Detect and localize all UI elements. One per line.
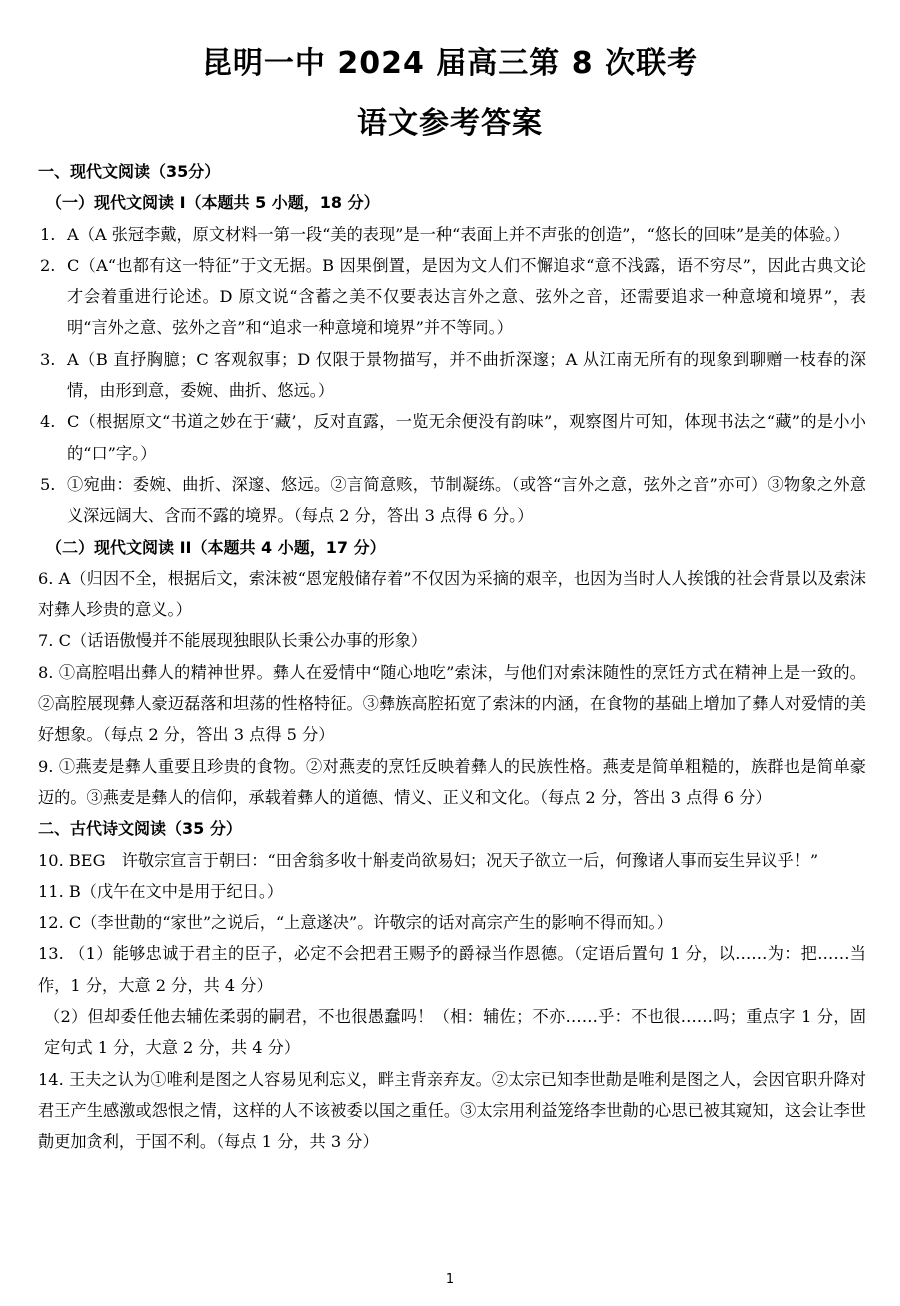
answer-item <box>38 344 866 407</box>
section-heading-modern-reading: 一、现代文阅读（35分） <box>38 162 221 181</box>
page-number: 1 <box>445 1272 455 1287</box>
document-title: 昆明一中 2024 届高三第 8 次联考 <box>201 46 699 81</box>
answer-item: 14. 王夫之认为①唯利是图之人容易见利忘义，畔主背亲弃友。②太宗已知李世勣是唯利是图之人，会因官职升降对君王产生感激或怨恨之情，这样的人不该被委以国之重任。③太宗用利益笼络李世勣的心思已被其窥知，这会让李世勣更加贪利，于国不利。（每点 1 分，共 3 分） <box>38 1069 866 1152</box>
answer-text: A（A 张冠李戴，原文材料一第一段“美的表现”是一种“表面上并不声张的创造”，“悠长的回味”是美的体验。） <box>67 224 850 244</box>
answer-item: 10. BEG 许敬宗宣言于朝曰：“田舍翁多收十斛麦尚欲易妇；况天子欲立一后，何豫诸人事而妄生异议乎！” <box>38 850 819 870</box>
answer-text: C（A“也都有这一特征”于文无据。B 因果倒置，是因为文人们不懈追求“意不浅露，语不穷尽”，因此古典文论才会着重进行论述。D 原文说“含蓄之美不仅要表达言外之意、弦外之音，还需要追求一种意境和境界”，表明“言外之意、弦外之音”和“追求一种意境和境界”并不等同。） <box>67 255 866 338</box>
answer-number: 3. <box>40 349 56 369</box>
subsection-heading-reading-2: （二）现代文阅读 II（本题共 4 小题，17 分） <box>46 537 386 557</box>
subsection-heading-reading-1: （一）现代文阅读 I（本题共 5 小题，18 分） <box>46 193 380 213</box>
answer-text: ①宛曲：委婉、曲折、深邃、悠远。②言简意赅，节制凝练。（或答“言外之意，弦外之音”亦可）③物象之外意义深远阔大、含而不露的境界。（每点 2 分，答出 3 点得 6 分。） <box>67 474 866 526</box>
document-subtitle: 语文参考答案 <box>357 106 543 141</box>
answer-number: 1. <box>40 224 56 244</box>
answer-item: 7. C（话语傲慢并不能展现独眼队长秉公办事的形象） <box>38 631 428 651</box>
answer-text: C（根据原文“书道之妙在于‘藏’，反对直露，一览无余便没有韵味”，观察图片可知，体现书法之“藏”的是小小的“口”字。） <box>67 412 866 463</box>
answer-item: 9. ①燕麦是彝人重要且珍贵的食物。②对燕麦的烹饪反映着彝人的民族性格。燕麦是简单粗糙的，族群也是简单豪迈的。③燕麦是彝人的信仰，承载着彝人的道德、情义、正义和文化。（每点 2 分，答出 3 点得 6 分） <box>38 756 866 807</box>
answer-item <box>38 219 866 250</box>
answer-number: 2. <box>40 255 56 275</box>
answer-item: 6. A（归因不全，根据后文，索沫被“恩宠般储存着”不仅因为采摘的艰辛，也因为当时人人挨饿的社会背景以及索沫对彝人珍贵的意义。） <box>38 568 866 620</box>
answer-content <box>38 156 866 1158</box>
answer-item <box>38 250 866 344</box>
answer-item: 8. ①高腔唱出彝人的精神世界。彝人在爱情中“随心地吃”索沫，与他们对索沫随性的烹饪方式在精神上是一致的。②高腔展现彝人豪迈磊落和坦荡的性格特征。③彝族高腔拓宽了索沫的内涵，在食物的基础上增加了彝人对爱情的美好想象。（每点 2 分，答出 3 点得 5 分） <box>38 662 866 745</box>
answer-item: 12. C（李世勣的“家世”之说后，“上意遂决”。许敬宗的话对高宗产生的影响不得而知。） <box>38 913 673 933</box>
answer-number: 5. <box>40 474 56 494</box>
answer-number: 4. <box>40 412 56 432</box>
answer-item: 13. （1）能够忠诚于君主的臣子，必定不会把君王赐予的爵禄当作恩德。（定语后置句 1 分，以……为：把……当作，1 分，大意 2 分，共 4 分） <box>38 944 866 995</box>
answer-item <box>38 469 866 532</box>
answer-text: A（B 直抒胸臆；C 客观叙事；D 仅限于景物描写，并不曲折深邃；A 从江南无所有的现象到聊赠一枝春的深情，由形到意，委婉、曲折、悠远。） <box>67 349 866 401</box>
answer-item <box>38 406 866 469</box>
answer-item: 11. B（戊午在文中是用于纪日。） <box>38 881 284 901</box>
answer-item: （2）但却委任他去辅佐柔弱的嗣君，不也很愚蠢吗！（相：辅佐；不亦……乎：不也很……吗；重点字 1 分，固定句式 1 分，大意 2 分，共 4 分） <box>44 1007 866 1058</box>
section-heading-classical-reading: 二、古代诗文阅读（35 分） <box>38 819 242 839</box>
